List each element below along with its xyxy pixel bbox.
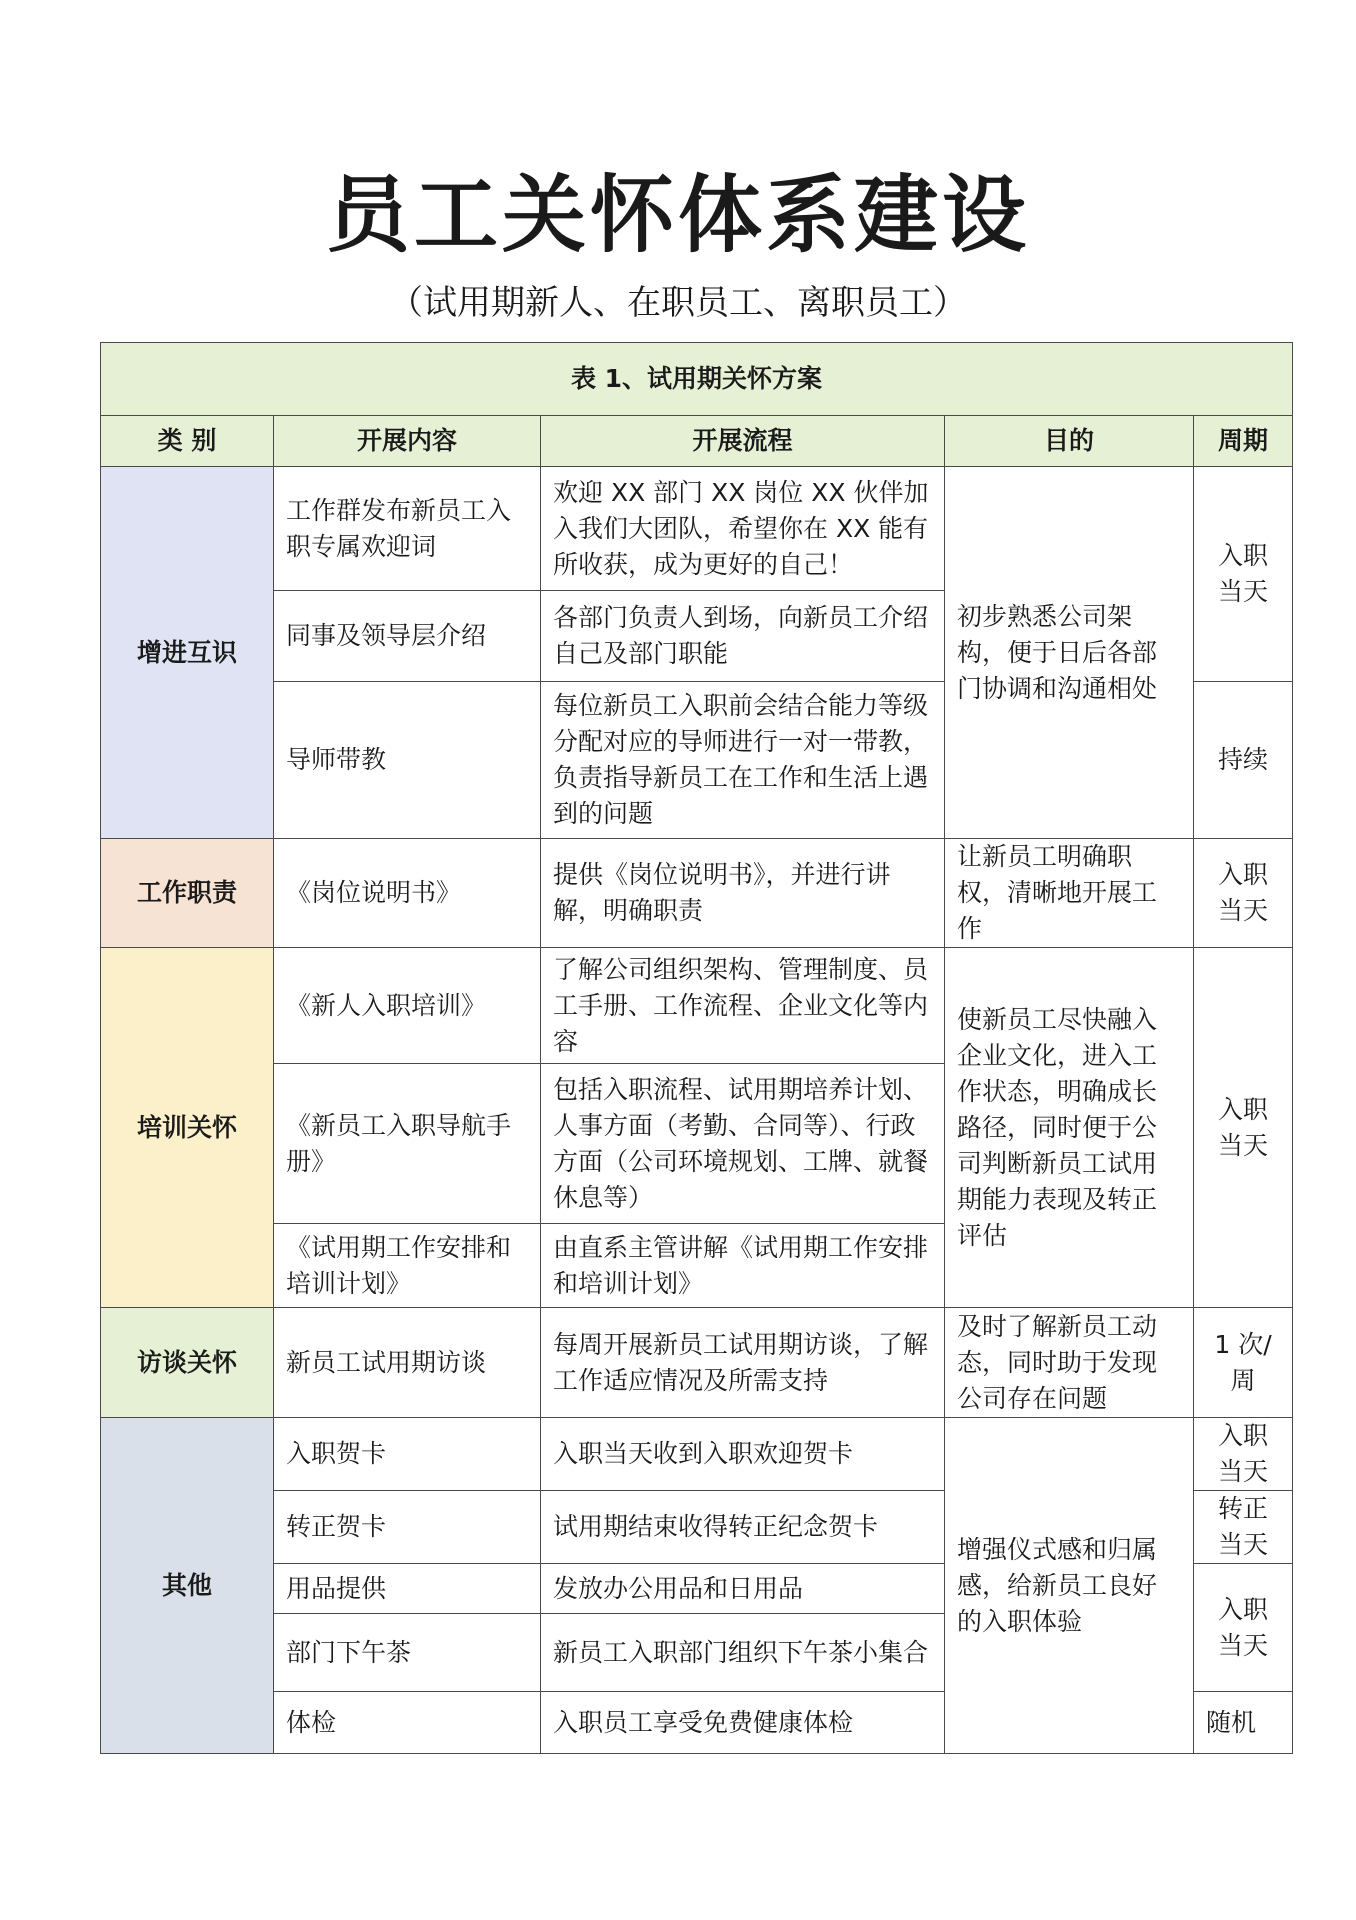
category-cell: 增进互识 xyxy=(101,467,274,839)
period-cell: 持续 xyxy=(1194,682,1293,839)
header-content: 开展内容 xyxy=(274,416,541,467)
process-cell: 各部门负责人到场，向新员工介绍自己及部门职能 xyxy=(541,591,945,682)
process-cell: 发放办公用品和日用品 xyxy=(541,1564,945,1614)
process-cell: 试用期结束收得转正纪念贺卡 xyxy=(541,1491,945,1564)
process-cell: 了解公司组织架构、管理制度、员工手册、工作流程、企业文化等内容 xyxy=(541,948,945,1064)
table-caption: 表 1、试用期关怀方案 xyxy=(101,343,1293,416)
content-cell: 导师带教 xyxy=(274,682,541,839)
process-cell: 入职员工享受免费健康体检 xyxy=(541,1692,945,1754)
purpose-cell: 让新员工明确职权，清晰地开展工作 xyxy=(945,839,1194,948)
purpose-cell: 使新员工尽快融入企业文化，进入工作状态，明确成长路径，同时便于公司判断新员工试用期能力表现及转正评估 xyxy=(945,948,1194,1308)
content-cell: 《试用期工作安排和培训计划》 xyxy=(274,1224,541,1308)
category-cell: 工作职责 xyxy=(101,839,274,948)
page-title: 员工关怀体系建设 xyxy=(325,166,1030,264)
content-cell: 部门下午茶 xyxy=(274,1614,541,1692)
period-cell: 入职当天 xyxy=(1194,948,1293,1308)
purpose-cell: 初步熟悉公司架构，便于日后各部门协调和沟通相处 xyxy=(945,467,1194,839)
purpose-cell: 增强仪式感和归属感，给新员工良好的入职体验 xyxy=(945,1418,1194,1754)
process-cell: 新员工入职部门组织下午茶小集合 xyxy=(541,1614,945,1692)
probation-care-table xyxy=(100,342,1293,1754)
period-cell: 入职当天 xyxy=(1194,1418,1293,1491)
header-period: 周期 xyxy=(1194,416,1293,467)
period-cell: 1 次/周 xyxy=(1194,1308,1293,1418)
period-cell: 入职当天 xyxy=(1194,467,1293,682)
page-subtitle: （试用期新人、在职员工、离职员工） xyxy=(389,283,967,323)
process-cell: 包括入职流程、试用期培养计划、人事方面（考勤、合同等）、行政方面（公司环境规划、工牌、就餐休息等） xyxy=(541,1064,945,1224)
content-cell: 同事及领导层介绍 xyxy=(274,591,541,682)
content-cell: 体检 xyxy=(274,1692,541,1754)
content-cell: 《岗位说明书》 xyxy=(274,839,541,948)
header-category: 类 别 xyxy=(101,416,274,467)
content-cell: 新员工试用期访谈 xyxy=(274,1308,541,1418)
header-process: 开展流程 xyxy=(541,416,945,467)
table-row xyxy=(101,839,1293,948)
content-cell: 转正贺卡 xyxy=(274,1491,541,1564)
period-cell: 入职当天 xyxy=(1194,1564,1293,1692)
content-cell: 工作群发布新员工入职专属欢迎词 xyxy=(274,467,541,591)
table-row xyxy=(101,467,1293,591)
table-row xyxy=(101,948,1293,1064)
table-row xyxy=(101,1418,1293,1491)
header-purpose: 目的 xyxy=(945,416,1194,467)
category-cell: 其他 xyxy=(101,1418,274,1754)
process-cell: 提供《岗位说明书》，并进行讲解，明确职责 xyxy=(541,839,945,948)
content-cell: 入职贺卡 xyxy=(274,1418,541,1491)
process-cell: 入职当天收到入职欢迎贺卡 xyxy=(541,1418,945,1491)
content-cell: 《新员工入职导航手册》 xyxy=(274,1064,541,1224)
process-cell: 由直系主管讲解《试用期工作安排和培训计划》 xyxy=(541,1224,945,1308)
table-row xyxy=(101,1308,1293,1418)
category-cell: 培训关怀 xyxy=(101,948,274,1308)
process-cell: 欢迎 XX 部门 XX 岗位 XX 伙伴加入我们大团队，希望你在 XX 能有所收获，成为更好的自己！ xyxy=(541,467,945,591)
period-cell: 随机 xyxy=(1194,1692,1293,1754)
process-cell: 每位新员工入职前会结合能力等级分配对应的导师进行一对一带教，负责指导新员工在工作和生活上遇到的问题 xyxy=(541,682,945,839)
content-cell: 用品提供 xyxy=(274,1564,541,1614)
period-cell: 转正当天 xyxy=(1194,1491,1293,1564)
period-cell: 入职当天 xyxy=(1194,839,1293,948)
process-cell: 每周开展新员工试用期访谈，了解工作适应情况及所需支持 xyxy=(541,1308,945,1418)
category-cell: 访谈关怀 xyxy=(101,1308,274,1418)
content-cell: 《新人入职培训》 xyxy=(274,948,541,1064)
purpose-cell: 及时了解新员工动态，同时助于发现公司存在问题 xyxy=(945,1308,1194,1418)
